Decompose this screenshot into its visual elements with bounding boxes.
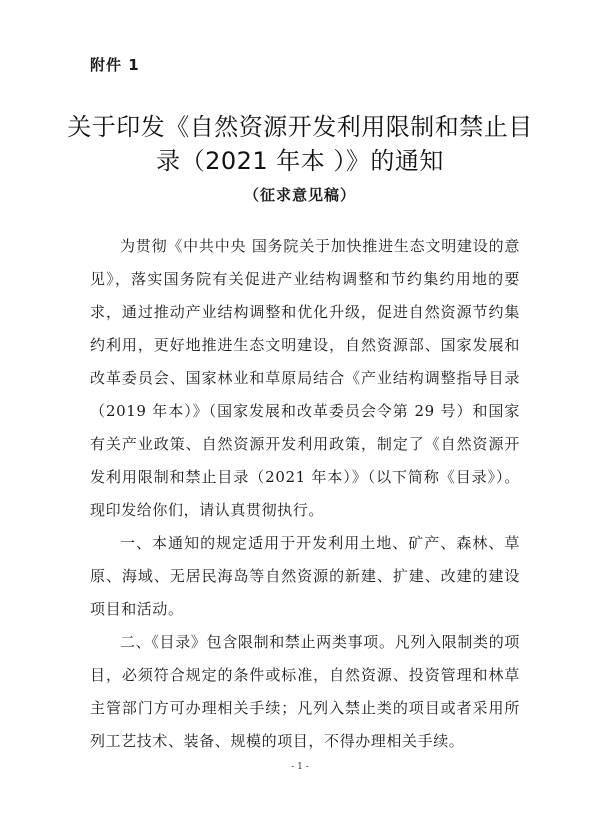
attachment-label: 附件 1: [90, 56, 140, 74]
body-paragraph-2: 二、《目录》包含限制和禁止两类事项。凡列入限制类的项目，必须符合规定的条件或标准，自然资源、投资管理和林草主管部门方可办理相关手续；凡列入禁止类的项目或者采用所列工艺技术、装备、规模的项目，不得办理相关手续。: [90, 633, 520, 750]
page-number: - 1 -: [291, 762, 309, 772]
document-subtitle: （征求意见稿）: [243, 186, 356, 204]
document-title-line-2: 录（2021 年本 ）》的通知: [156, 147, 444, 175]
body-paragraph-1: 一、本通知的规定适用于开发利用土地、矿产、森林、草原、海域、无居民海岛等自然资源的新建、扩建、改建的建设项目和活动。: [90, 534, 520, 618]
body-paragraph-intro: 为贯彻《中共中央 国务院关于加快推进生态文明建设的意见》，落实国务院有关促进产业结构调整和节约集约用地的要求，通过推动产业结构调整和优化升级，促进自然资源节约集约利用，更好地推进生态文明建设，自然资源部、国家发展和改革委员会、国家林业和草原局结合《产业结构调整指导目录（2019 年本）》（国家发展和改革委员会令第 29 号）和国家有关产业政策、自然资源开发利用政策，制定了《自然资源开发利用限制和禁止目录（2021 年本）》（以下简称《目录》）。现印发给你们，请认真贯彻执行。: [90, 237, 520, 519]
document-body: [90, 230, 520, 758]
document-title-line-1: 关于印发《自然资源开发利用限制和禁止目: [67, 113, 533, 141]
